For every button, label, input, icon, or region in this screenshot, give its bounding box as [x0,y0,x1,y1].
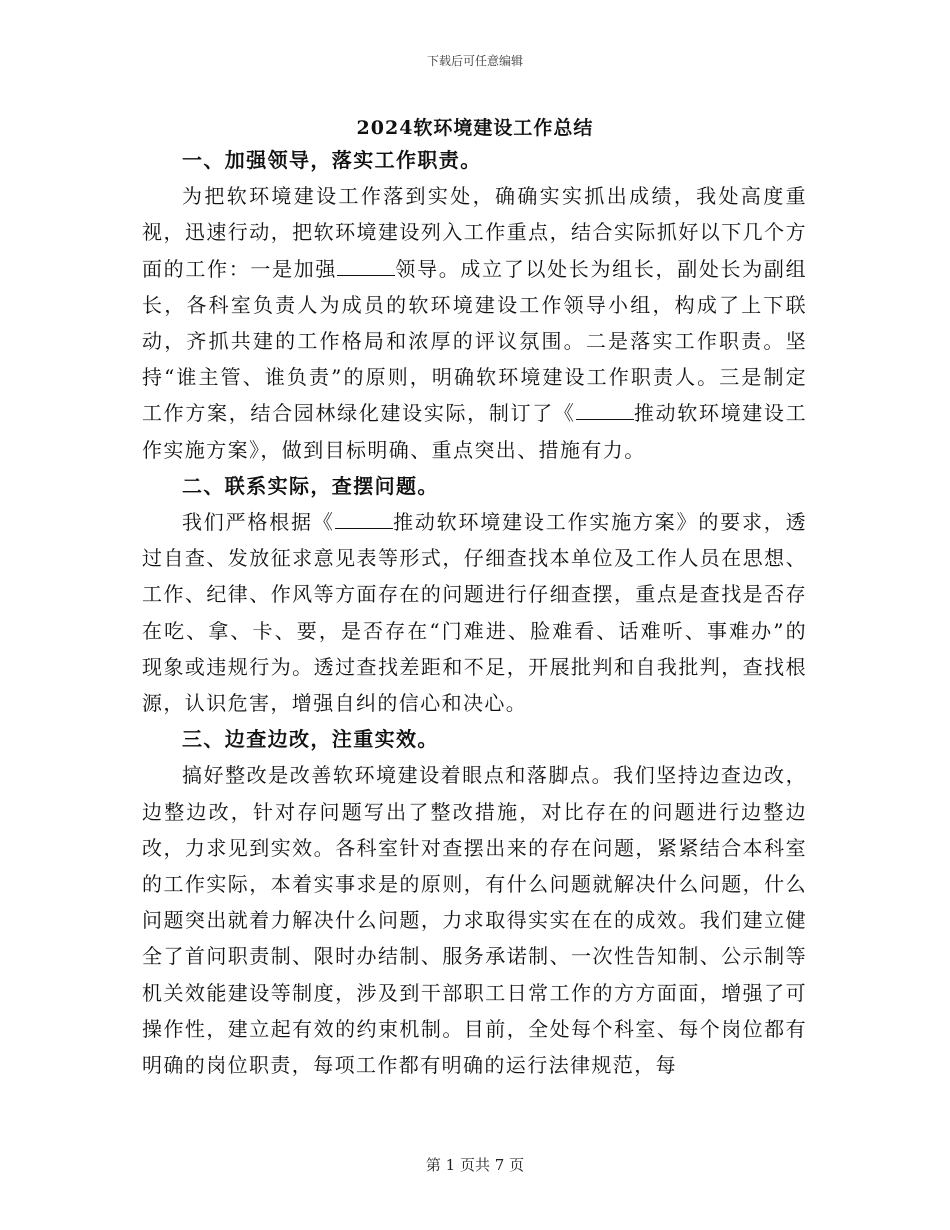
paragraph-2-part-a: 我们严格根据《 [182,510,335,535]
paragraph-1-part-c: 推动软环境建设工作实施方案》，做到目标明确、重点突出、措施有力。 [142,401,808,462]
document-body [142,142,807,1083]
paragraph-1-part-b: 领导。成立了以处长为组长，副处长为副组长，各科室负责人为成员的软环境建设工作领导小组，构成了上下联动，齐抓共建的工作格局和浓厚的评议氛围。二是落实工作职责。坚持“谁主管、谁负责”的原则，明确软环境建设工作职责人。三是制定工作方案，结合园林绿化建设实际，制订了《 [142,256,807,426]
fill-blank [337,257,395,276]
page-number: 第 1 页共 7 页 [425,1156,525,1174]
paragraph-2-part-b: 推动软环境建设工作实施方案》的要求，透过自查、发放征求意见表等形式，仔细查找本单位及工作人员在思想、工作、纪律、作风等方面存在的问题进行仔细查摆，重点是查找是否存在吃、拿、卡、要，是否存在“门难进、脸难看、话难听、事难办”的现象或违规行为。透过查找差距和不足，开展批判和自我批判，查找根源，认识危害，增强自纠的信心和决心。 [142,510,807,716]
section-heading-2: 二、联系实际，查摆问题。 [182,473,439,498]
fill-blank [576,401,634,420]
paragraph-1 [142,178,807,468]
section-heading-3: 三、边查边改，注重实效。 [182,727,439,752]
paragraph-2 [142,504,807,721]
section-heading-1: 一、加强领导，落实工作职责。 [182,148,482,172]
fill-blank [335,510,393,529]
document-title: 2024软环境建设工作总结 [356,117,594,139]
page-header-note: 下载后可任意编辑 [426,54,523,68]
paragraph-3: 搞好整改是改善软环境建设着眼点和落脚点。我们坚持边查边改，边整边改，针对存问题写出了整改措施，对比存在的问题进行边整边改，力求见到实效。各科室针对查摆出来的存在问题，紧紧结合本科室的工作实际，本着实事求是的原则，有什么问题就解决什么问题，什么问题突出就着力解决什么问题，力求取得实实在在的成效。我们建立健全了首问职责制、限时办结制、服务承诺制、一次性告知制、公示制等机关效能建设等制度，涉及到干部职工日常工作的方方面面，增强了可操作性，建立起有效的约束机制。目前，全处每个科室、每个岗位都有明确的岗位职责，每项工作都有明确的运行法律规范，每 [142,763,807,1078]
paragraph-1-part-a: 为把软环境建设工作落到实处，确确实实抓出成绩，我处高度重视，迅速行动，把软环境建设列入工作重点，结合实际抓好以下几个方面的工作：一是加强 [142,184,807,281]
